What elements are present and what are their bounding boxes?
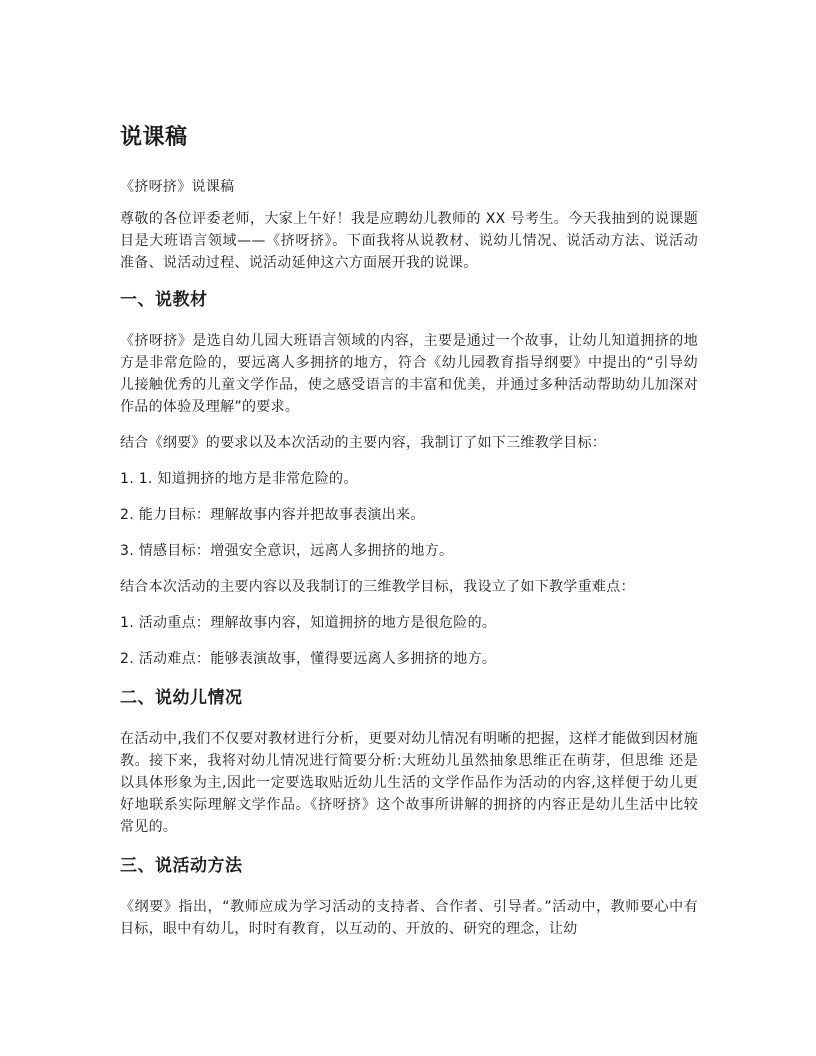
goal-item: 3. 情感目标：增强安全意识，远离人多拥挤的地方。	[120, 543, 454, 559]
key-point-item: 2. 活动难点：能够表演故事，懂得要远离人多拥挤的地方。	[120, 651, 497, 667]
paragraph: 在活动中,我们不仅要对教材进行分析，更要对幼儿情况有明晰的把握，这样才能做到因材施教。接下来，我将对幼儿情况进行简要分析:大班幼儿虽然抽象思维正在萌芽，但思维 还是以具体形象为主,因此一定要选取贴近幼儿生活的文学作品作为活动的内容,这样便于幼儿更好地联系实际理解文学作品。《挤呀挤》这个故事所讲解的拥挤的内容正是幼儿生活中比较常见的。	[120, 731, 698, 835]
section-heading-methods: 三、说活动方法	[120, 856, 243, 876]
intro-paragraph: 尊敬的各位评委老师，大家上午好！我是应聘幼儿教师的 XX 号考生。今天我抽到的说课题目是大班语言领域——《挤呀挤》。下面我将从说教材、说幼儿情况、说活动方法、说活动准备、说活动过程、说活动延伸这六方面展开我的说课。	[120, 211, 698, 271]
goal-item: 1. 1. 知道拥挤的地方是非常危险的。	[120, 471, 358, 487]
section-heading-textbook: 一、说教材	[120, 290, 208, 310]
paragraph: 《纲要》指出，“教师应成为学习活动的支持者、合作者、引导者。”活动中，教师要心中有目标，眼中有幼儿，时时有教育，以互动的、开放的、研究的理念，让幼	[120, 899, 698, 937]
paragraph: 结合本次活动的主要内容以及我制订的三维教学目标，我设立了如下教学重难点：	[120, 579, 635, 595]
goal-item: 2. 能力目标：理解故事内容并把故事表演出来。	[120, 507, 425, 523]
page-title: 说课稿	[120, 125, 188, 150]
document-body	[120, 208, 698, 954]
paragraph: 《挤呀挤》是选自幼儿园大班语言领域的内容，主要是通过一个故事，让幼儿知道拥挤的地方是非常危险的，要远离人多拥挤的地方，符合《幼儿园教育指导纲要》中提出的“引导幼儿接触优秀的儿童文学作品，使之感受语言的丰富和优美，并通过多种活动帮助幼儿加深对作品的体验及理解”的要求。	[120, 333, 698, 415]
section-heading-children: 二、说幼儿情况	[120, 688, 243, 708]
key-point-item: 1. 活动重点：理解故事内容，知道拥挤的地方是很危险的。	[120, 615, 497, 631]
paragraph: 结合《纲要》的要求以及本次活动的主要内容，我制订了如下三维教学目标：	[120, 435, 607, 451]
document-subtitle: 《挤呀挤》说课稿	[120, 179, 235, 195]
